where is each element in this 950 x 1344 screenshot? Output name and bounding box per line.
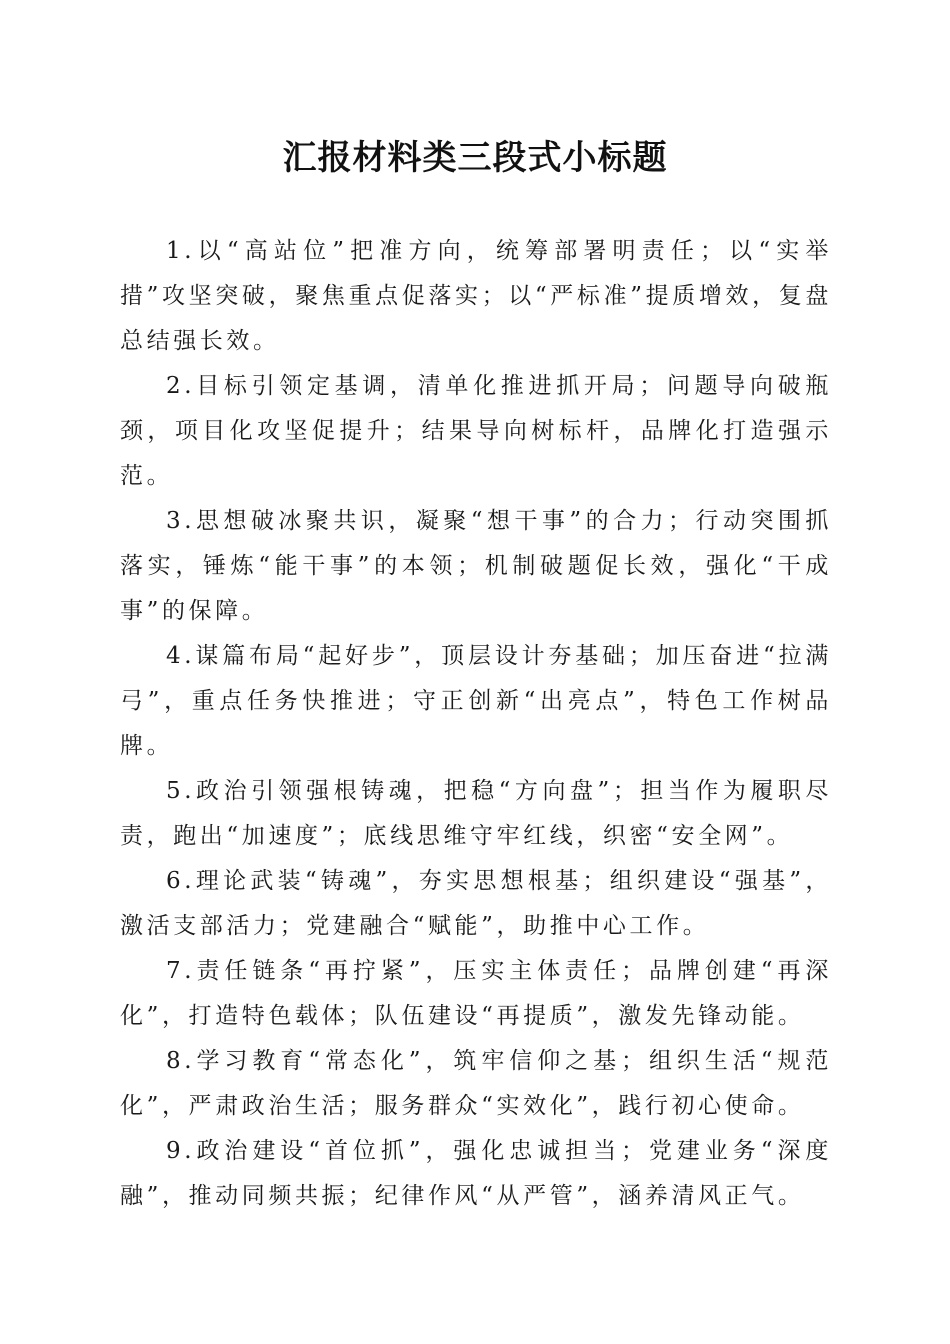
paragraph-9: 9.政治建设“首位抓”，强化忠诚担当；党建业务“深度融”，推动同频共振；纪律作风“从严管”，涵养清风正气。: [120, 1138, 832, 1209]
paragraph-7: 7.责任链条“再拧紧”，压实主体责任；品牌创建“再深化”，打造特色载体；队伍建设“再提质”，激发先锋动能。: [120, 958, 832, 1029]
paragraph-6: 6.理论武装“铸魂”，夯实思想根基；组织建设“强基”，激活支部活力；党建融合“赋能”，助推中心工作。: [120, 868, 832, 939]
paragraph-8: 8.学习教育“常态化”，筑牢信仰之基；组织生活“规范化”，严肃政治生活；服务群众“实效化”，践行初心使命。: [120, 1048, 832, 1119]
paragraph-5: 5.政治引领强根铸魂，把稳“方向盘”；担当作为履职尽责，跑出“加速度”；底线思维守牢红线，织密“安全网”。: [120, 778, 832, 849]
paragraph-3: 3.思想破冰聚共识，凝聚“想干事”的合力；行动突围抓落实，锤炼“能干事”的本领；机制破题促长效，强化“干成事”的保障。: [120, 508, 832, 624]
document-body: [120, 229, 832, 1219]
paragraph-4: 4.谋篇布局“起好步”，顶层设计夯基础；加压奋进“拉满弓”，重点任务快推进；守正创新“出亮点”，特色工作树品牌。: [120, 643, 832, 759]
paragraph-1: 1.以“高站位”把准方向，统筹部署明责任；以“实举措”攻坚突破，聚焦重点促落实；以“严标准”提质增效，复盘总结强长效。: [120, 238, 832, 354]
paragraph-2: 2.目标引领定基调，清单化推进抓开局；问题导向破瓶颈，项目化攻坚促提升；结果导向树标杆，品牌化打造强示范。: [120, 373, 832, 489]
document-title: 汇报材料类三段式小标题: [282, 138, 668, 178]
